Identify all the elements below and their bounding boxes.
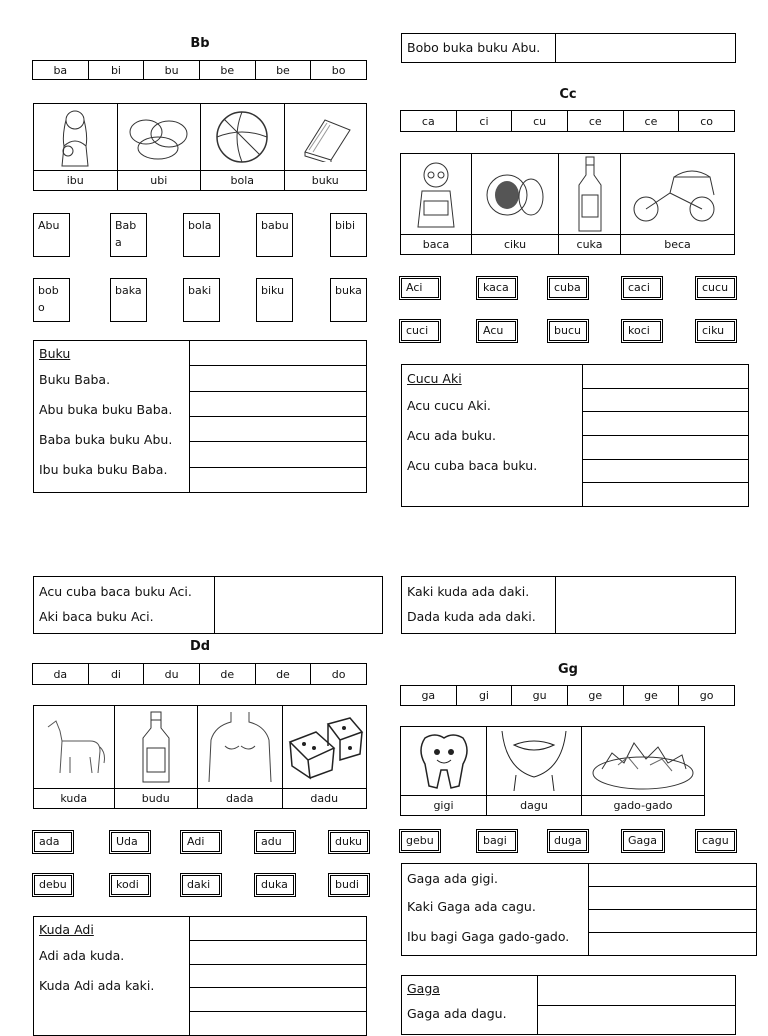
picture-caption: dagu (487, 795, 581, 815)
word-card: Gaga (623, 831, 663, 851)
word-card: cucu (697, 278, 735, 298)
answer-space[interactable] (556, 34, 735, 62)
picture-card (472, 154, 559, 254)
word-card: cagu (697, 831, 735, 851)
mother-child-illustration (50, 106, 100, 168)
word-card: Abu (33, 213, 70, 257)
word-card: koci (623, 321, 661, 341)
horse-illustration (40, 717, 108, 777)
reading-line: Gaga ada gigi. (407, 871, 498, 886)
syllable: ce (567, 111, 623, 132)
word-card: bucu (549, 321, 587, 341)
word-card: Uda (111, 832, 149, 852)
sentence-line: Acu cuba baca buku Aci. (39, 584, 192, 599)
word-card: bibi (330, 213, 367, 257)
picture-caption: beca (621, 234, 734, 254)
syllable: de (255, 664, 311, 685)
syllable: go (679, 686, 735, 706)
picture-caption: dada (198, 788, 282, 808)
word-card: duga (549, 831, 587, 851)
reading-box-bb (33, 340, 367, 493)
picture-caption: gado-gado (582, 795, 704, 815)
reading-line: Buku Baba. (39, 372, 111, 387)
word-card: bola (183, 213, 220, 257)
word-card: Acu (478, 321, 516, 341)
syllable: ge (567, 686, 623, 706)
gado-gado-dish-illustration (588, 729, 698, 793)
picture-card (401, 154, 472, 254)
picture-row-dd (33, 705, 367, 809)
syllable: bo (311, 61, 367, 80)
picture-row-gg (400, 726, 705, 816)
sentence-box-dd-top (33, 576, 383, 634)
word-card: gebu (401, 831, 439, 851)
syllable: ci (456, 111, 512, 132)
syllable: ga (401, 686, 457, 706)
picture-caption: cuka (559, 234, 620, 254)
picture-caption: kuda (34, 788, 114, 808)
sentence-line: Kaki kuda ada daki. (407, 584, 530, 599)
writing-lines[interactable] (190, 341, 366, 492)
word-card: daki (182, 875, 220, 895)
picture-row-bb (33, 103, 367, 191)
writing-lines[interactable] (190, 917, 366, 1035)
picture-card (283, 706, 367, 808)
reading-title: Buku (39, 346, 71, 361)
picture-caption: ciku (472, 234, 558, 254)
reading-title: Gaga (407, 981, 440, 996)
writing-lines[interactable] (583, 365, 748, 506)
word-card: bagi (478, 831, 516, 851)
syllable: do (311, 664, 367, 685)
picture-card (621, 154, 734, 254)
picture-card (487, 727, 582, 815)
picture-card (201, 104, 285, 190)
picture-caption: bola (201, 170, 284, 190)
word-card: debu (34, 875, 72, 895)
picture-caption: dadu (283, 788, 367, 808)
syllable: be (255, 61, 311, 80)
fish-sauce-bottle-illustration (139, 710, 173, 784)
picture-caption: ubi (118, 170, 201, 190)
word-card: duku (330, 832, 368, 852)
syllable: ce (623, 111, 679, 132)
word-card: biku (256, 278, 293, 322)
picture-card (118, 104, 202, 190)
word-card: baki (183, 278, 220, 322)
picture-card (559, 154, 621, 254)
syllable: gu (512, 686, 568, 706)
reading-box-gg (401, 863, 757, 956)
reading-line: Abu buka buku Baba. (39, 402, 173, 417)
syllable: du (144, 664, 200, 685)
answer-space[interactable] (556, 577, 735, 633)
picture-card (115, 706, 199, 808)
word-card: kaca (478, 278, 516, 298)
book-illustration (295, 112, 355, 162)
picture-caption: baca (401, 234, 471, 254)
sentence-line: Aki baca buku Aci. (39, 609, 154, 624)
reading-box-gg-2 (401, 975, 736, 1035)
reading-line: Acu cuba baca buku. (407, 458, 538, 473)
sweet-potato-illustration (124, 112, 194, 162)
picture-card (582, 727, 704, 815)
word-card: buka (330, 278, 367, 322)
section-title-dd: Dd (189, 639, 211, 654)
reading-line: Kuda Adi ada kaki. (39, 978, 155, 993)
sentence-box-gg-top (401, 576, 736, 634)
reading-line: Gaga ada dagu. (407, 1006, 507, 1021)
answer-space[interactable] (215, 577, 382, 633)
syllable-table-dd (32, 663, 367, 685)
word-card: ciku (697, 321, 735, 341)
word-card: Bab a (110, 213, 147, 257)
sentence-line: Bobo buka buku Abu. (407, 40, 541, 55)
word-card: adu (256, 832, 294, 852)
reading-line: Ibu bagi Gaga gado-gado. (407, 929, 570, 944)
syllable: ge (623, 686, 679, 706)
syllable: be (199, 61, 255, 80)
word-card: budi (330, 875, 368, 895)
reading-line: Kaki Gaga ada cagu. (407, 899, 536, 914)
word-card: cuba (549, 278, 587, 298)
reading-line: Acu ada buku. (407, 428, 496, 443)
tooth-cartoon-illustration (411, 730, 477, 792)
syllable: de (199, 664, 255, 685)
word-card: duka (256, 875, 294, 895)
writing-lines[interactable] (538, 976, 735, 1034)
syllable: bi (88, 61, 144, 80)
syllable: ca (401, 111, 457, 132)
picture-row-cc (400, 153, 735, 255)
reading-line: Baba buka buku Abu. (39, 432, 173, 447)
syllable: co (679, 111, 735, 132)
word-card: caci (623, 278, 661, 298)
word-card: ada (34, 832, 72, 852)
syllable: bu (144, 61, 200, 80)
writing-lines[interactable] (589, 864, 756, 955)
syllable: cu (512, 111, 568, 132)
reading-line: Adi ada kuda. (39, 948, 125, 963)
syllable-table-bb (32, 60, 367, 80)
dice-illustration (284, 714, 364, 780)
picture-caption: budu (115, 788, 198, 808)
picture-card (34, 706, 115, 808)
picture-caption: buku (285, 170, 367, 190)
reading-box-cc (401, 364, 749, 507)
chest-illustration (205, 710, 275, 784)
picture-card (34, 104, 118, 190)
reading-line: Acu cucu Aki. (407, 398, 491, 413)
section-title-gg: Gg (558, 662, 578, 677)
picture-card (401, 727, 487, 815)
trishaw-illustration (630, 163, 726, 225)
syllable-table-cc (400, 110, 735, 132)
picture-card (285, 104, 367, 190)
word-card: bob o (33, 278, 70, 322)
sentence-box-cc-top (401, 33, 736, 63)
reading-title: Cucu Aki (407, 371, 462, 386)
vinegar-bottle-illustration (575, 155, 605, 233)
section-title-bb: Bb (190, 36, 210, 51)
word-card: babu (256, 213, 293, 257)
child-reading-illustration (408, 157, 464, 231)
picture-caption: ibu (34, 170, 117, 190)
reading-title: Kuda Adi (39, 922, 94, 937)
ball-illustration (214, 109, 270, 165)
reading-line: Ibu buka buku Baba. (39, 462, 168, 477)
picture-caption: gigi (401, 795, 486, 815)
syllable: ba (33, 61, 89, 80)
picture-card (198, 706, 283, 808)
word-card: kodi (111, 875, 149, 895)
syllable: di (88, 664, 144, 685)
sentence-line: Dada kuda ada daki. (407, 609, 536, 624)
syllable: da (33, 664, 89, 685)
chin-illustration (494, 729, 574, 793)
syllable: gi (456, 686, 512, 706)
syllable-table-gg (400, 685, 735, 706)
reading-box-dd (33, 916, 367, 1036)
word-card: Adi (182, 832, 220, 852)
word-card: baka (110, 278, 147, 322)
word-card: Aci (401, 278, 439, 298)
word-card: cuci (401, 321, 439, 341)
sapodilla-illustration (483, 163, 547, 225)
section-title-cc: Cc (559, 87, 577, 102)
